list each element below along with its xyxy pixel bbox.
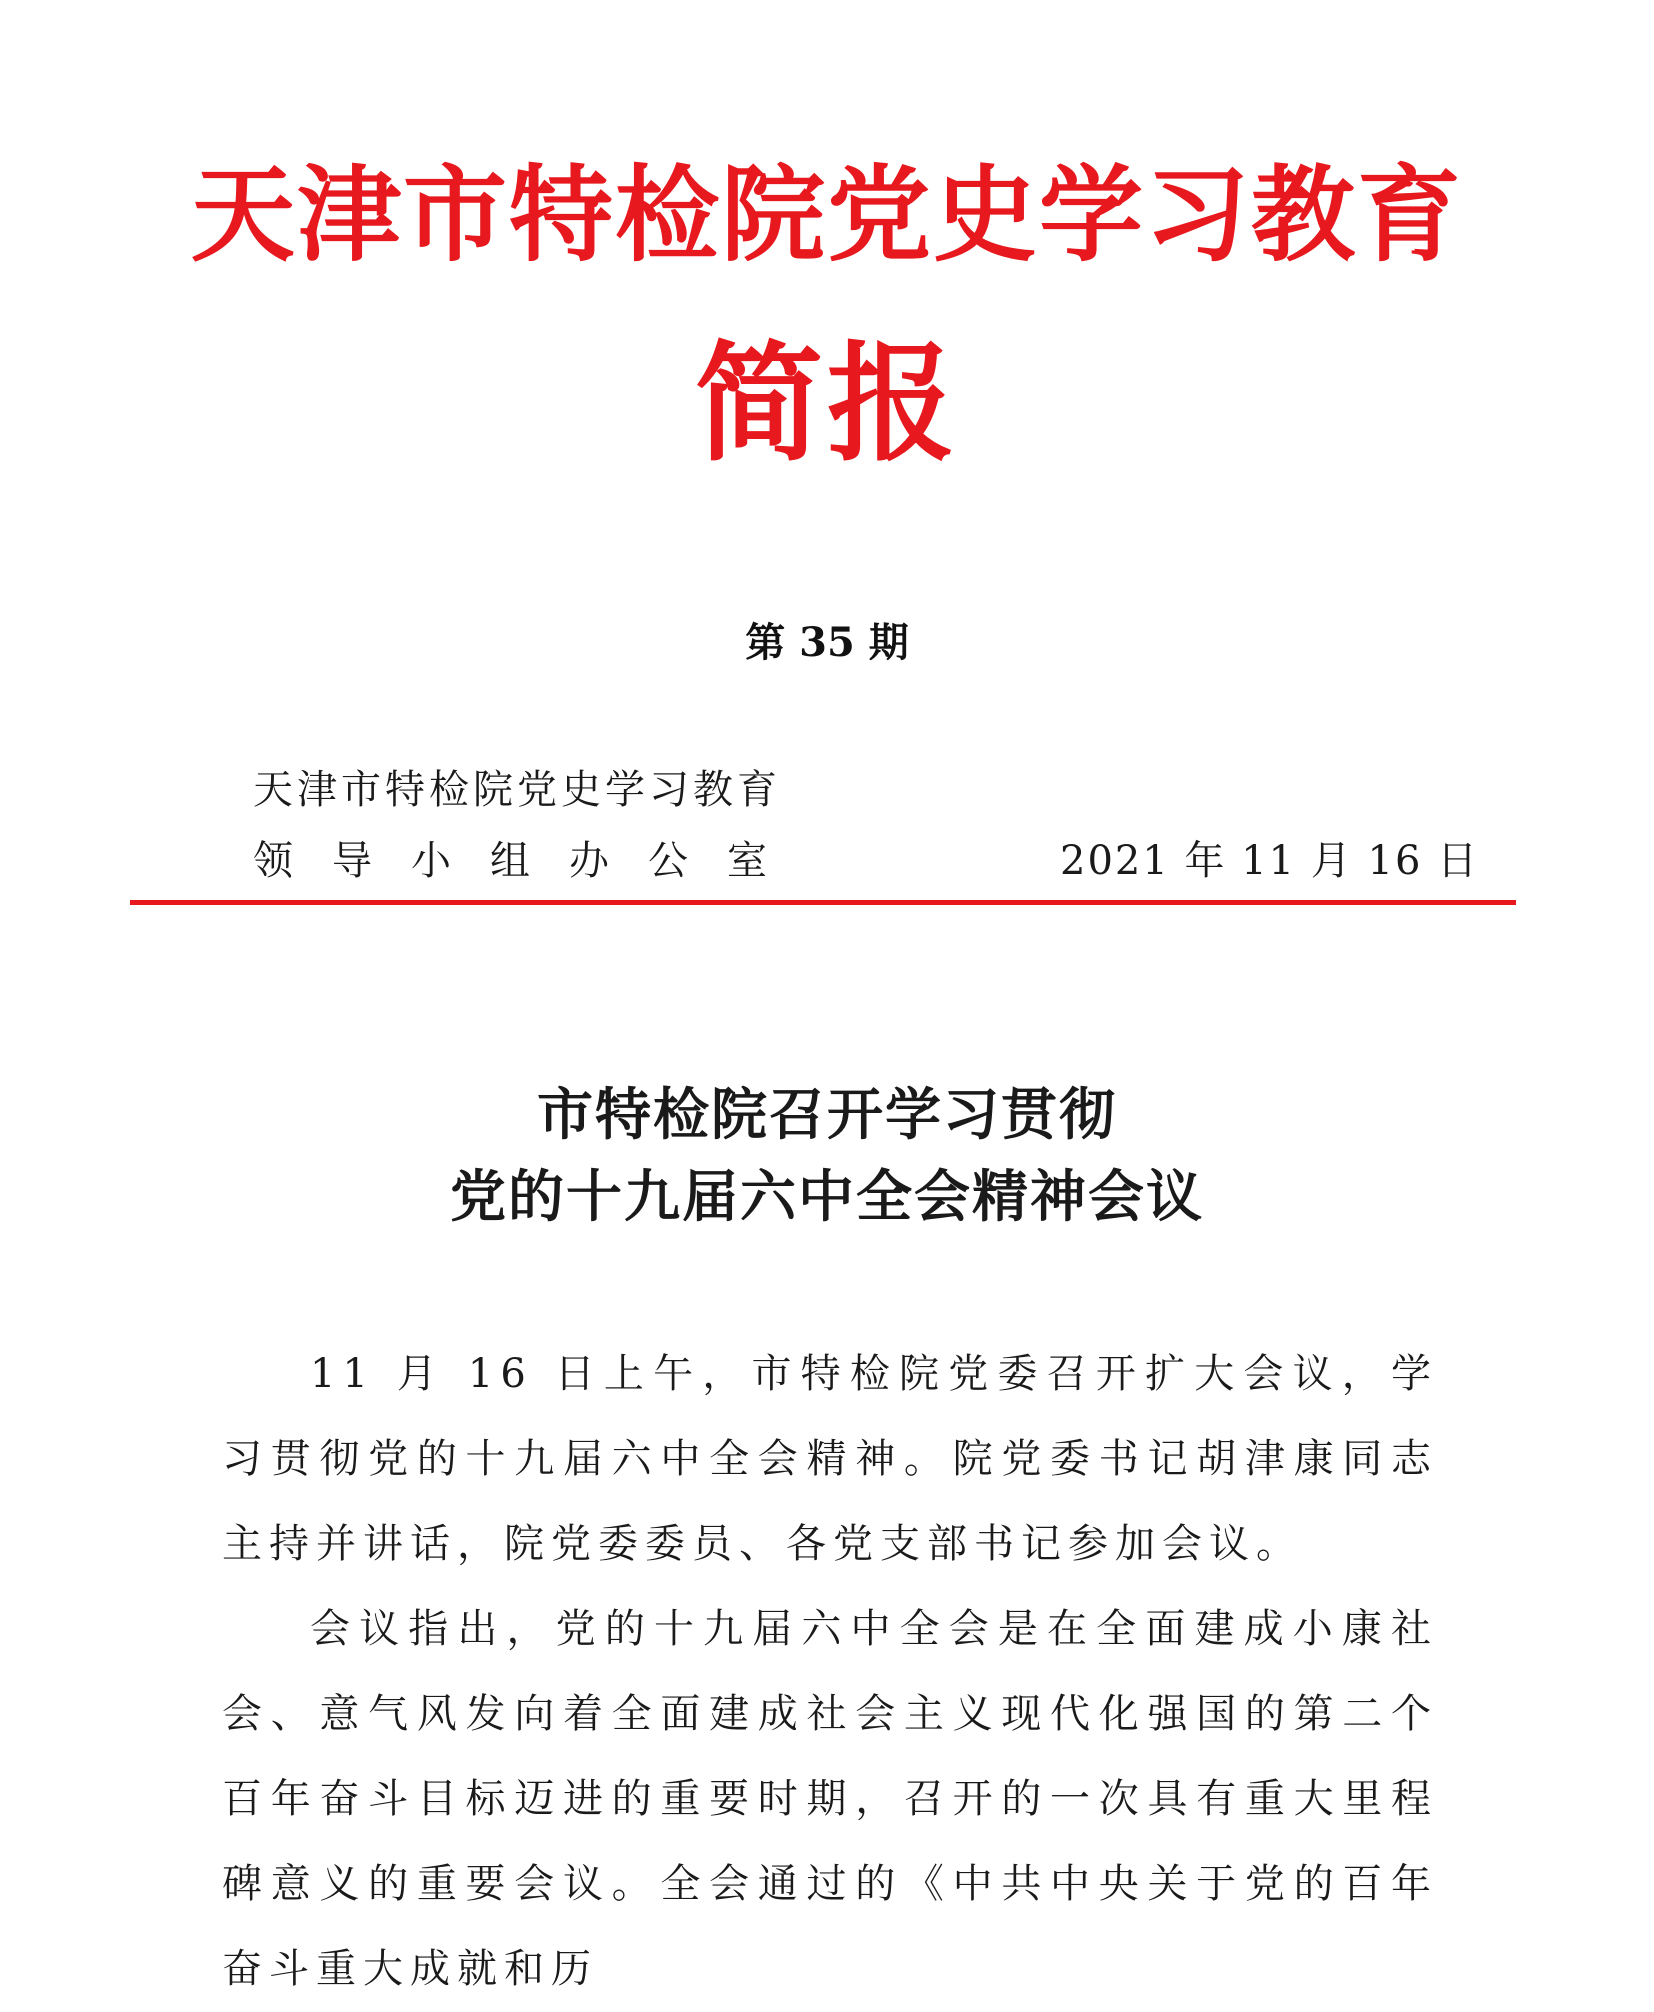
issue-number: 第 35 期	[745, 619, 909, 666]
issue-date: 2021 年 11 月 16 日	[1060, 838, 1480, 884]
article-title	[0, 1075, 1654, 1239]
masthead-title: 天津市特检院党史学习教育	[190, 154, 1463, 276]
red-divider-rule	[130, 900, 1516, 905]
article-paragraph-1: 11 月 16 日上午，市特检院党委召开扩大会议，学习贯彻党的十九届六中全会精神。院党委书记胡津康同志主持并讲话，院党委委员、各党支部书记参加会议。	[222, 1351, 1438, 1567]
article-title-line-1: 市特检院召开学习贯彻	[537, 1083, 1117, 1148]
article-paragraph-2: 会议指出，党的十九届六中全会是在全面建成小康社会、意气风发向着全面建成社会主义现代化强国的第二个百年奋斗目标迈进的重要时期，召开的一次具有重大里程碑意义的重要会议。全会通过的《中共中央关于党的百年奋斗重大成就和历	[222, 1606, 1438, 1992]
article-body	[222, 1332, 1438, 2012]
issuer-office: 领导小组办公室	[253, 838, 806, 884]
masthead-subtitle: 简报	[694, 330, 959, 479]
article-title-line-2: 党的十九届六中全会精神会议	[450, 1165, 1204, 1230]
issuer-name: 天津市特检院党史学习教育	[253, 767, 781, 813]
